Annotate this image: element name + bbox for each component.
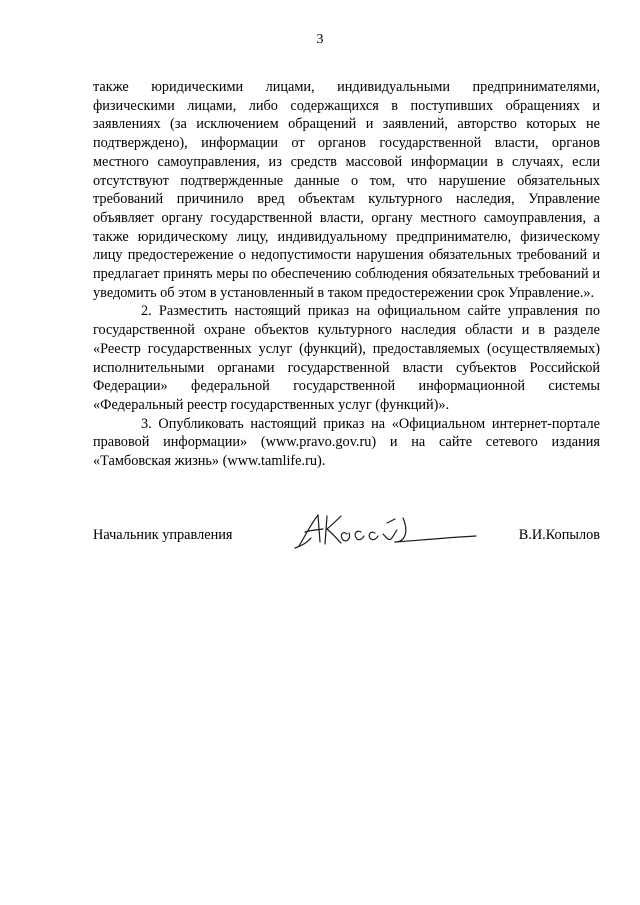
signatory-name: В.И.Копылов <box>518 527 600 543</box>
paragraph-item-3: 3. Опубликовать настоящий приказ на «Официальном интернет-портале правовой информации» (www.pravo.gov.ru) и на сайте сетевого издания «Тамбовская жизнь» (www.tamlife.ru). <box>93 415 600 470</box>
handwritten-signature <box>291 508 481 554</box>
document-body <box>93 78 600 471</box>
page-number: 3 <box>316 32 324 47</box>
paragraph-continuation: также юридическими лицами, индивидуальными предпринимателями, физическими лицами, либо содержащихся в поступивших обращениях и заявлениях (за исключением обращений и заявлений, авторство которых не подтверждено), информации от органов государственной власти, органов местного самоуправления, из средств массовой информации в случаях, если отсутствуют подтвержденные данные о том, что нарушение обязательных требований причинило вред объектам культурного наследия, Управление объявляет органу государственной власти, органу местного самоуправления, а также юридическому лицу, индивидуальному предпринимателю, физическому лицу предостережение о недопустимости нарушения обязательных требований и предлагает принять меры по обеспечению соблюдения обязательных требований и уведомить об этом в установленный в таком предостережении срок Управление.». <box>93 79 600 301</box>
signature-block <box>93 508 600 556</box>
signatory-position: Начальник управления <box>93 527 233 543</box>
paragraph-item-2: 2. Разместить настоящий приказ на официальном сайте управления по государственной охране объектов культурного наследия области и в разделе «Реестр государственных услуг (функций), предоставляемых (осуществляемых) исполнительными органами государственной власти субъектов Российской Федерации» федеральной государственной информационной системы «Федеральный реестр государственных услуг (функций)». <box>93 303 600 413</box>
